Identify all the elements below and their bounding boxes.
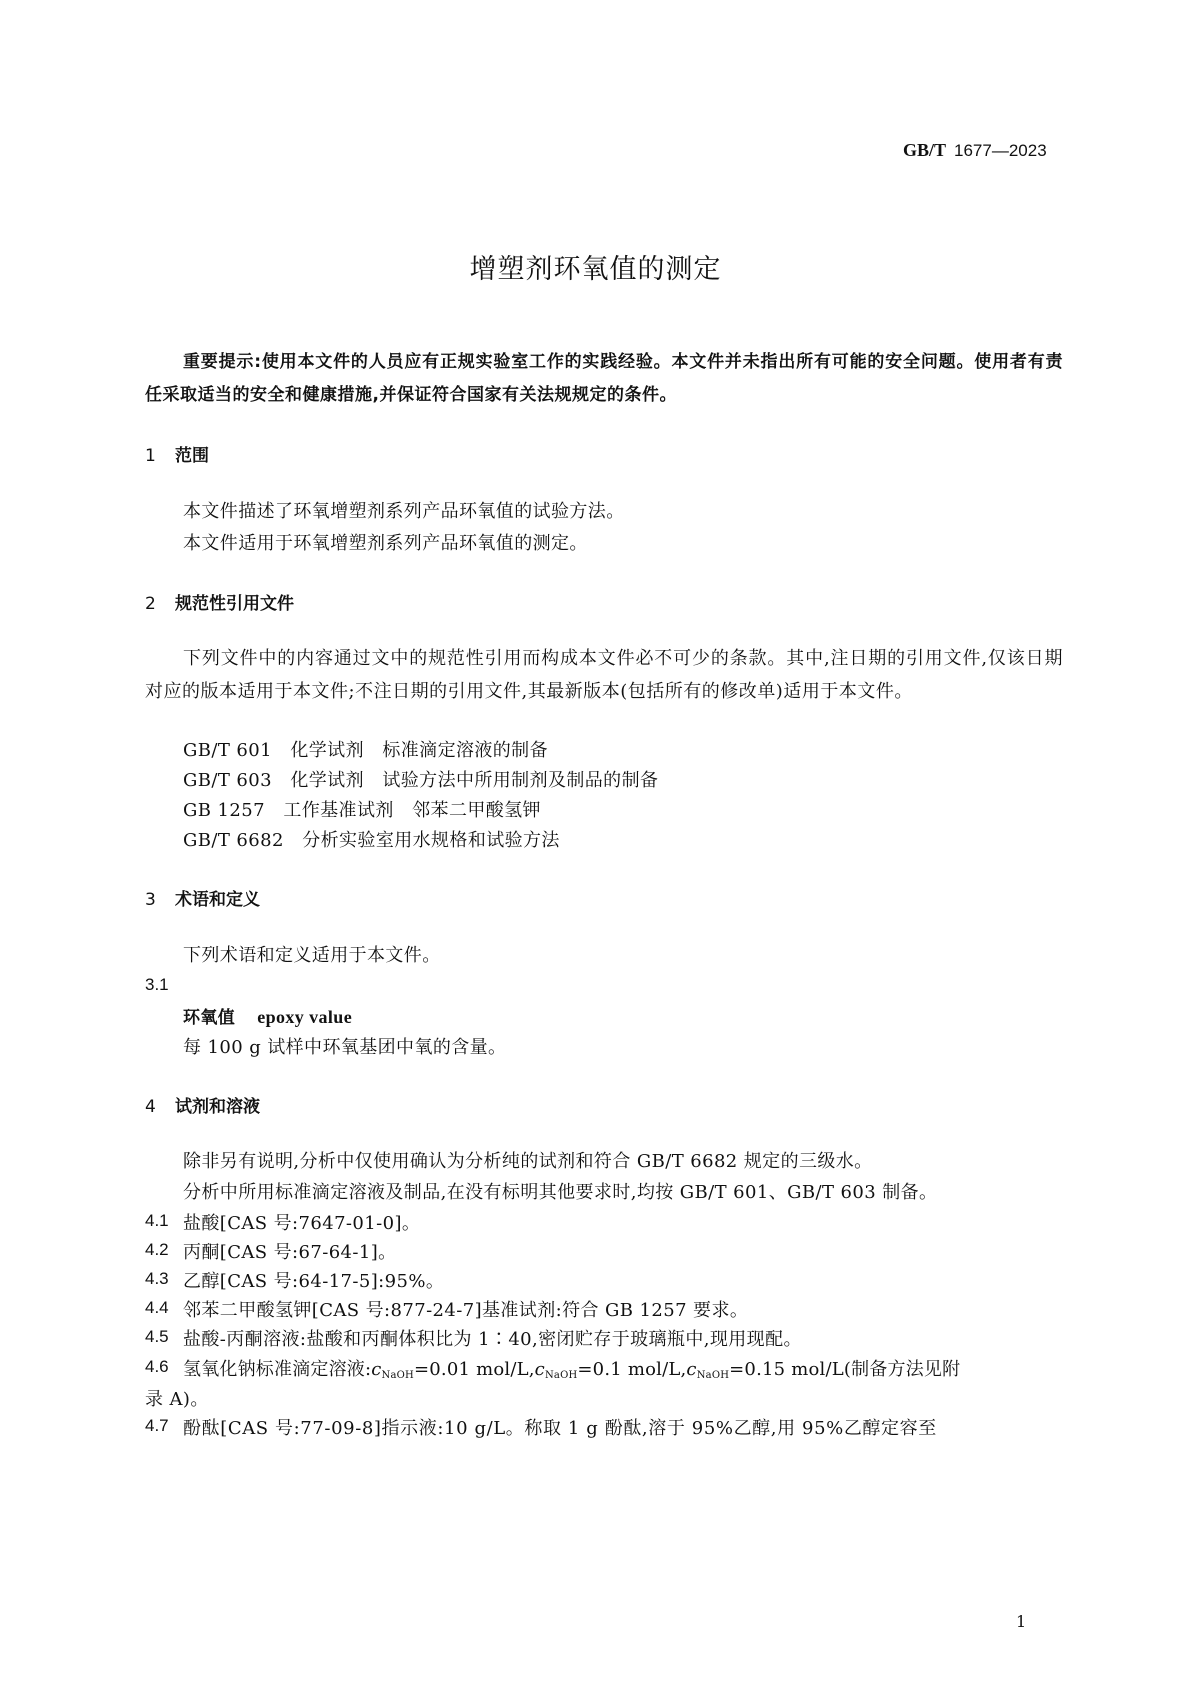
term-english: epoxy value xyxy=(257,1007,353,1027)
standard-prefix: GB/T xyxy=(903,140,947,160)
reference-title: 化学试剂 试验方法中所用制剂及制品的制备 xyxy=(290,770,659,791)
section-number: 2 xyxy=(145,594,156,614)
standard-code xyxy=(903,140,1047,161)
scope-paragraph-2: 本文件适用于环氧增塑剂系列产品环氧值的测定。 xyxy=(183,533,588,554)
concentration-subscript: NaOH xyxy=(381,1370,414,1381)
page-number: 1 xyxy=(1016,1612,1027,1631)
reference-title: 分析实验室用水规格和试验方法 xyxy=(302,830,560,851)
concentration-value: =0.1 mol/L, xyxy=(577,1359,687,1380)
concentration-symbol: c xyxy=(686,1359,697,1380)
term-definition: 每 100 g 试样中环氧基团中氧的含量。 xyxy=(183,1037,507,1058)
section-3-heading xyxy=(145,885,260,910)
section-title: 试剂和溶液 xyxy=(175,1097,260,1117)
section-number: 4 xyxy=(145,1097,156,1117)
section-number: 1 xyxy=(145,446,156,466)
clause-text: 丙酮[CAS 号:67-64-1]。 xyxy=(183,1242,397,1263)
reference-code: GB/T 603 xyxy=(183,770,272,791)
clause-number: 4.6 xyxy=(145,1357,169,1376)
reference-code: GB/T 601 xyxy=(183,740,272,761)
concentration-subscript: NaOH xyxy=(544,1370,578,1381)
clause-text-continuation: 录 A)。 xyxy=(145,1389,209,1410)
clause-text: 酚酞[CAS 号:77-09-8]指示液:10 g/L。称取 1 g 酚酞,溶于 95%乙醇,用 95%乙醇定容至 xyxy=(183,1418,937,1439)
reference-item xyxy=(183,826,560,852)
reference-code: GB/T 6682 xyxy=(183,830,284,851)
section-number: 3 xyxy=(145,890,156,910)
standard-number: 1677—2023 xyxy=(954,141,1047,160)
scope-paragraph-1: 本文件描述了环氧增塑剂系列产品环氧值的试验方法。 xyxy=(183,501,625,522)
clause-lead: 氢氧化钠标准滴定溶液: xyxy=(183,1359,372,1380)
section-4-heading xyxy=(145,1092,260,1117)
reference-item xyxy=(183,766,658,792)
clause-number: 4.5 xyxy=(145,1327,169,1346)
document-title: 增塑剂环氧值的测定 xyxy=(469,254,722,285)
reference-title: 工作基准试剂 邻苯二甲酸氢钾 xyxy=(283,800,541,821)
terms-intro: 下列术语和定义适用于本文件。 xyxy=(183,945,441,966)
reference-item xyxy=(183,796,541,822)
clause-number: 4.2 xyxy=(145,1240,169,1259)
clause-number: 4.3 xyxy=(145,1269,169,1288)
reference-code: GB 1257 xyxy=(183,800,265,821)
reagents-intro-1: 除非另有说明,分析中仅使用确认为分析纯的试剂和符合 GB/T 6682 规定的三级水。 xyxy=(183,1151,873,1172)
clause-text: 邻苯二甲酸氢钾[CAS 号:877-24-7]基准试剂:符合 GB 1257 要求。 xyxy=(183,1300,749,1321)
clause-text: 乙醇[CAS 号:64-17-5]:95%。 xyxy=(183,1271,445,1292)
concentration-symbol: c xyxy=(534,1359,545,1380)
concentration-subscript: NaOH xyxy=(696,1370,730,1381)
concentration-value: =0.01 mol/L, xyxy=(413,1359,535,1380)
clause-text: 盐酸-丙酮溶液:盐酸和丙酮体积比为 1∶40,密闭贮存于玻璃瓶中,现用现配。 xyxy=(183,1329,802,1350)
section-title: 范围 xyxy=(175,446,209,466)
reference-item xyxy=(183,736,548,762)
term-chinese: 环氧值 xyxy=(183,1008,236,1028)
important-notice: 重要提示:使用本文件的人员应有正规实验室工作的实践经验。本文件并未指出所有可能的安全问题。使用者有责任采取适当的安全和健康措施,并保证符合国家有关法规规定的条件。 xyxy=(145,352,1063,405)
reference-title: 化学试剂 标准滴定溶液的制备 xyxy=(290,740,548,761)
term-number: 3.1 xyxy=(145,975,169,994)
term-heading xyxy=(183,1003,352,1028)
clause-text: 盐酸[CAS 号:7647-01-0]。 xyxy=(183,1213,421,1234)
clause-text-naoh xyxy=(183,1355,960,1381)
clause-number: 4.7 xyxy=(145,1416,169,1435)
section-2-heading xyxy=(145,589,294,614)
section-title: 术语和定义 xyxy=(175,890,260,910)
concentration-symbol: c xyxy=(371,1359,382,1380)
section-title: 规范性引用文件 xyxy=(175,594,294,614)
clause-number: 4.1 xyxy=(145,1211,169,1230)
section-1-heading xyxy=(145,441,209,466)
reagents-intro-2: 分析中所用标准滴定溶液及制品,在没有标明其他要求时,均按 GB/T 601、GB/T 603 制备。 xyxy=(183,1182,938,1203)
clause-number: 4.4 xyxy=(145,1298,169,1317)
references-intro: 下列文件中的内容通过文中的规范性引用而构成本文件必不可少的条款。其中,注日期的引用文件,仅该日期对应的版本适用于本文件;不注日期的引用文件,其最新版本(包括所有的修改单)适用于本文件。 xyxy=(145,648,1063,702)
concentration-value: =0.15 mol/L(制备方法见附 xyxy=(729,1359,961,1380)
